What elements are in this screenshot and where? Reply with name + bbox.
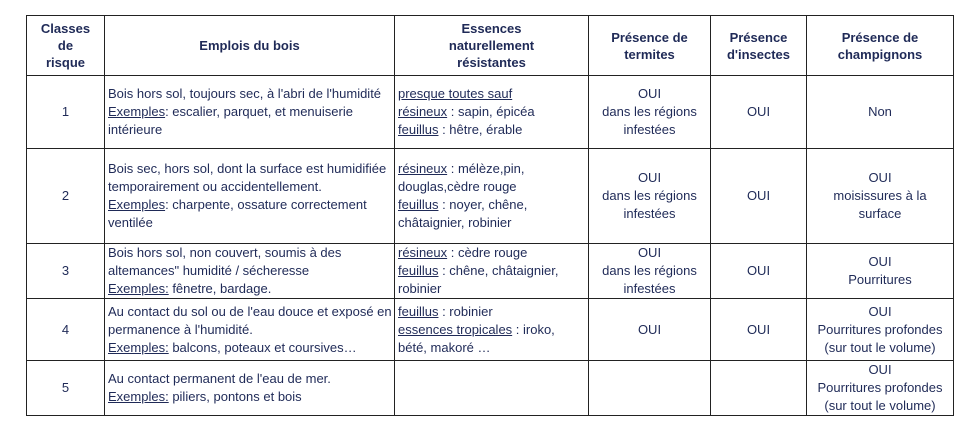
essence-text: : cèdre rouge <box>447 245 528 260</box>
header-line: Emplois du bois <box>199 38 300 53</box>
cell-termites <box>589 149 711 244</box>
text-line: Non <box>868 104 892 119</box>
essence-text: douglas,cèdre rouge <box>398 179 517 194</box>
header-line: termites <box>624 46 675 62</box>
essence-text: robinier <box>398 281 442 296</box>
text-line: (sur tout le volume) <box>824 398 936 413</box>
cell-emplois <box>105 244 395 299</box>
cell-emplois <box>105 76 395 149</box>
cell-insectes <box>711 244 807 299</box>
cell-classe: 4 <box>27 299 105 361</box>
cell-termites <box>589 361 711 416</box>
table-row <box>27 361 954 416</box>
text-line: Pourritures <box>848 272 912 287</box>
cell-termites <box>589 244 711 299</box>
header-line: Classes <box>40 21 91 36</box>
cell-insectes <box>711 299 807 361</box>
cell-essences <box>395 244 589 299</box>
text-line: (sur tout le volume) <box>824 339 936 355</box>
essence-category: résineux <box>398 161 448 176</box>
text-line: OUI <box>746 263 771 278</box>
text-line: infestées <box>623 122 676 137</box>
examples-label: Exemples: <box>108 339 169 355</box>
header-line: champignons <box>837 46 923 62</box>
essence-category: essences tropicales <box>398 321 513 337</box>
text-line: OUI <box>868 254 892 269</box>
essence-text: : noyer, chêne, <box>438 197 528 212</box>
essence-line <box>398 178 585 196</box>
text-line: Au contact permanent de l'eau de mer. <box>108 371 331 386</box>
cell-emplois <box>105 361 395 416</box>
text-line: Bois sec, hors sol, dont la surface est humidifiée <box>108 161 387 176</box>
text-line: dans les régions <box>602 104 697 119</box>
cell-termites <box>589 76 711 149</box>
header-essences <box>395 16 589 76</box>
essence-line <box>398 85 585 103</box>
essence-line <box>398 321 585 339</box>
text-line: OUI <box>746 321 771 337</box>
table-row <box>27 299 954 361</box>
header-line: Présence de <box>611 29 688 45</box>
header-row <box>27 16 954 76</box>
essence-line <box>398 121 585 139</box>
essence-line <box>398 244 585 262</box>
table-row <box>27 244 954 299</box>
essence-line <box>398 339 585 357</box>
header-line: Présence de <box>841 29 919 45</box>
essence-category: résineux <box>398 104 448 119</box>
text-line: dans les régions <box>602 263 697 278</box>
header-insectes <box>711 16 807 76</box>
header-line: Présence <box>729 29 788 45</box>
text-line: infestées <box>623 281 676 296</box>
cell-insectes <box>711 361 807 416</box>
cell-insectes <box>711 76 807 149</box>
text-line: OUI <box>868 303 892 319</box>
examples-text: piliers, pontons et bois <box>168 389 302 404</box>
text-line: OUI <box>637 245 662 260</box>
header-line: naturellement <box>448 38 535 53</box>
essence-line <box>398 280 585 298</box>
examples-line <box>108 103 391 121</box>
cell-essences <box>395 76 589 149</box>
text-line: Bois hors sol, toujours sec, à l'abri de l'humidité <box>108 86 382 101</box>
text-line: Au contact du sol ou de l'eau douce et exposé en <box>108 303 392 319</box>
text-line: OUI <box>868 362 892 377</box>
header-emplois <box>105 16 395 76</box>
examples-line <box>108 196 391 214</box>
cell-emplois <box>105 299 395 361</box>
examples-text: : escalier, parquet, et menuiserie <box>165 104 353 119</box>
examples-label: Exemples <box>108 104 166 119</box>
text-line: OUI <box>637 321 662 337</box>
header-line: de <box>57 38 74 53</box>
cell-classe: 1 <box>27 76 105 149</box>
text-line: Pourritures profondes <box>817 321 943 337</box>
header-termites <box>589 16 711 76</box>
essence-category: feuillus <box>398 197 439 212</box>
essence-line <box>398 160 585 178</box>
text-line: temporairement ou accidentellement. <box>108 179 322 194</box>
essence-line <box>398 262 585 280</box>
examples-label: Exemples <box>108 197 166 212</box>
cell-champignons <box>807 76 954 149</box>
cell-champignons <box>807 149 954 244</box>
essence-text: : hêtre, érable <box>438 122 523 137</box>
examples-line <box>108 388 391 406</box>
examples-line <box>108 339 391 357</box>
cell-classe: 2 <box>27 149 105 244</box>
text-line: OUI <box>746 104 771 119</box>
wood-risk-classes-table <box>26 15 954 416</box>
cell-champignons <box>807 299 954 361</box>
header-line: d'insectes <box>726 46 791 62</box>
cell-essences <box>395 299 589 361</box>
essence-text: bété, makoré … <box>398 339 491 355</box>
cell-champignons <box>807 361 954 416</box>
essence-line <box>398 214 585 232</box>
essence-line <box>398 303 585 321</box>
header-line: risque <box>45 55 85 70</box>
text-line: altemances" humidité / sécheresse <box>108 263 310 278</box>
essence-category: feuillus <box>398 263 439 278</box>
essence-line <box>398 103 585 121</box>
examples-text: balcons, poteaux et coursives… <box>168 339 357 355</box>
text-line: infestées <box>623 206 676 221</box>
cell-champignons <box>807 244 954 299</box>
text-line: ventilée <box>108 215 153 230</box>
text-line: Bois hors sol, non couvert, soumis à des <box>108 245 342 260</box>
cell-essences <box>395 149 589 244</box>
essence-text: : iroko, <box>512 321 555 337</box>
essence-category: presque toutes sauf <box>398 86 513 101</box>
essence-text: : chêne, châtaignier, <box>438 263 559 278</box>
text-line: OUI <box>868 170 892 185</box>
essence-category: feuillus <box>398 303 439 319</box>
text-line: surface <box>858 206 902 221</box>
text-line: moisissures à la <box>833 188 927 203</box>
text-line: OUI <box>746 188 771 203</box>
header-champignons <box>807 16 954 76</box>
cell-insectes <box>711 149 807 244</box>
header-line: Essences <box>461 21 522 36</box>
cell-classe: 3 <box>27 244 105 299</box>
text-line: intérieure <box>108 122 163 137</box>
essence-category: résineux <box>398 245 448 260</box>
cell-classe: 5 <box>27 361 105 416</box>
cell-emplois <box>105 149 395 244</box>
essence-category: feuillus <box>398 122 439 137</box>
essence-text: châtaignier, robinier <box>398 215 512 230</box>
examples-label: Exemples: <box>108 389 169 404</box>
examples-text: fênetre, bardage. <box>168 281 272 296</box>
essence-text: : mélèze,pin, <box>447 161 525 176</box>
text-line: permanence à l'humidité. <box>108 321 253 337</box>
examples-line <box>108 280 391 298</box>
essence-line <box>398 196 585 214</box>
examples-text: : charpente, ossature correctement <box>165 197 367 212</box>
table-row <box>27 149 954 244</box>
table-row <box>27 76 954 149</box>
table-wrapper <box>26 15 954 416</box>
header-line: résistantes <box>457 55 526 70</box>
text-line: Pourritures profondes <box>817 380 943 395</box>
text-line: dans les régions <box>602 188 697 203</box>
examples-label: Exemples: <box>108 281 169 296</box>
text-line: OUI <box>637 170 662 185</box>
header-classes <box>27 16 105 76</box>
cell-essences <box>395 361 589 416</box>
text-line: OUI <box>637 86 662 101</box>
essence-text: : sapin, épicéa <box>447 104 535 119</box>
essence-text: : robinier <box>438 303 493 319</box>
cell-termites <box>589 299 711 361</box>
